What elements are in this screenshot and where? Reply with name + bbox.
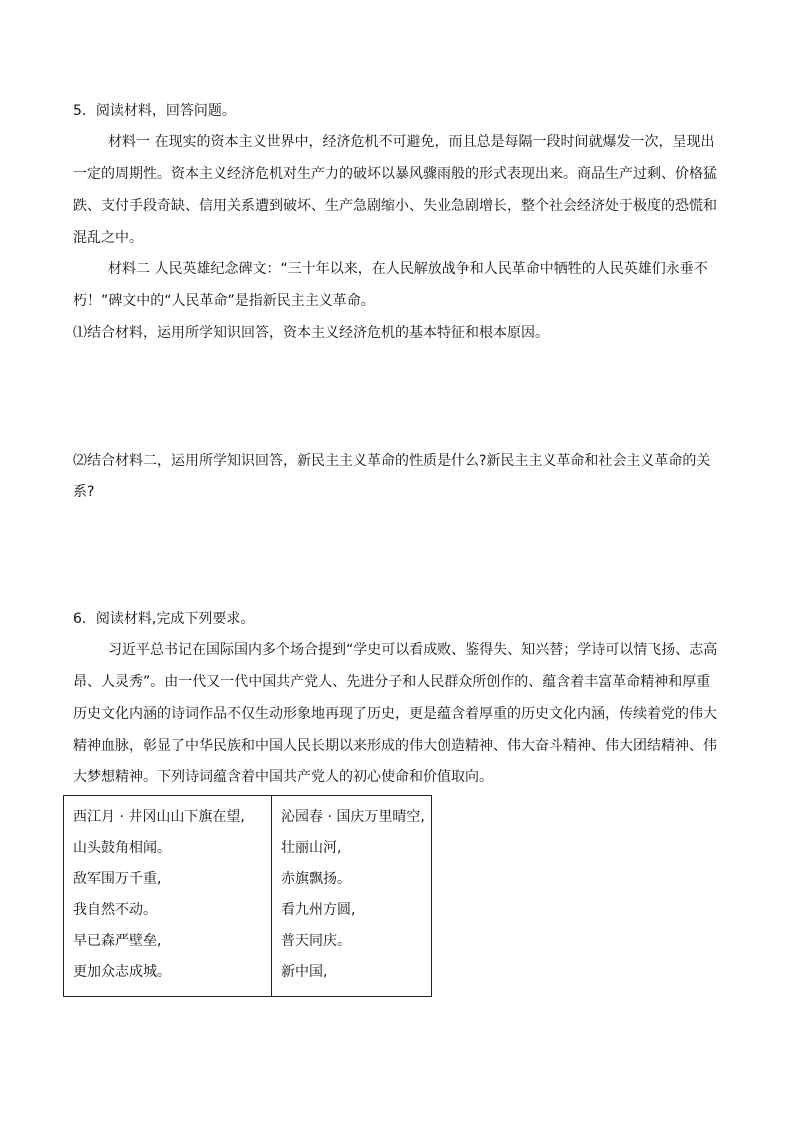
poem-left-line: 敌军围万千重, xyxy=(73,871,162,887)
poem-left-line: 早已森严壁垒, xyxy=(73,933,162,949)
q6-paragraph-line-4: 精神血脉，彰显了中华民族和中国人民长期以来形成的伟大创造精神、伟大奋斗精神、伟大团结精神、伟 xyxy=(73,738,717,754)
poem-right-line: 新中国, xyxy=(281,964,328,980)
poems-table xyxy=(63,795,432,997)
material-1-line-2: 一定的周期性。资本主义经济危机对生产力的破坏以暴风骤雨般的形式表现出来。商品生产过剩、价格猛 xyxy=(73,166,717,182)
question-5-sub-2-line-2: 系? xyxy=(73,484,95,500)
poem-right-line: 普天同庆。 xyxy=(281,933,351,949)
question-6-title: 6．阅读材料,完成下列要求。 xyxy=(73,611,255,627)
q6-paragraph-line-3: 历史文化内涵的诗词作品不仅生动形象地再现了历史，更是蕴含着厚重的历史文化内涵，传续着党的伟大 xyxy=(73,706,717,722)
material-2-line-2: 朽！”碑文中的“人民革命”是指新民主主义革命。 xyxy=(73,293,375,309)
poem-right-line: 看九州方圆, xyxy=(281,902,356,918)
poem-right-line: 沁园春 · 国庆万里晴空, xyxy=(281,809,425,825)
question-5-sub-2-line-1: ⑵结合材料二，运用所学知识回答，新民主主义革命的性质是什么?新民主主义革命和社会主义革命的关 xyxy=(73,453,711,469)
question-5-title: 5．阅读材料，回答问题。 xyxy=(73,103,236,119)
question-5-sub-1: ⑴结合材料，运用所学知识回答，资本主义经济危机的基本特征和根本原因。 xyxy=(73,325,549,341)
poem-right-cell xyxy=(272,796,432,997)
material-1-line-1: 材料一 在现实的资本主义世界中，经济危机不可避免，而且总是每隔一段时间就爆发一次，呈现出 xyxy=(108,134,715,150)
poem-left-line: 我自然不动。 xyxy=(73,902,157,918)
poem-left-line: 西江月 · 井冈山山下旗在望, xyxy=(73,809,245,825)
q6-paragraph-line-2: 昂、人灵秀”。由一代又一代中国共产党人、先进分子和人民群众所创作的、蕴含着丰富革命精神和厚重 xyxy=(73,674,711,690)
material-1-line-3: 跌、支付手段奇缺、信用关系遭到破坏、生产急剧缩小、失业急剧增长，整个社会经济处于极度的恐慌和 xyxy=(73,198,717,214)
poem-right-line: 壮丽山河, xyxy=(281,840,342,856)
q6-paragraph-line-5: 大梦想精神。下列诗词蕴含着中国共产党人的初心使命和价值取向。 xyxy=(73,769,493,785)
poem-left-line: 山头鼓角相闻。 xyxy=(73,840,171,856)
poem-left-cell xyxy=(64,796,272,997)
material-2-line-1: 材料二 人民英雄纪念碑文：“三十年以来，在人民解放战争和人民革命中牺牲的人民英雄们永垂不 xyxy=(108,261,708,277)
poem-left-line: 更加众志成城。 xyxy=(73,964,171,980)
poem-right-line: 赤旗飘扬。 xyxy=(281,871,351,887)
q6-paragraph-line-1: 习近平总书记在国际国内多个场合提到“学史可以看成败、鉴得失、知兴替；学诗可以情飞扬、志高 xyxy=(108,642,718,658)
material-1-line-4: 混乱之中。 xyxy=(73,230,143,246)
